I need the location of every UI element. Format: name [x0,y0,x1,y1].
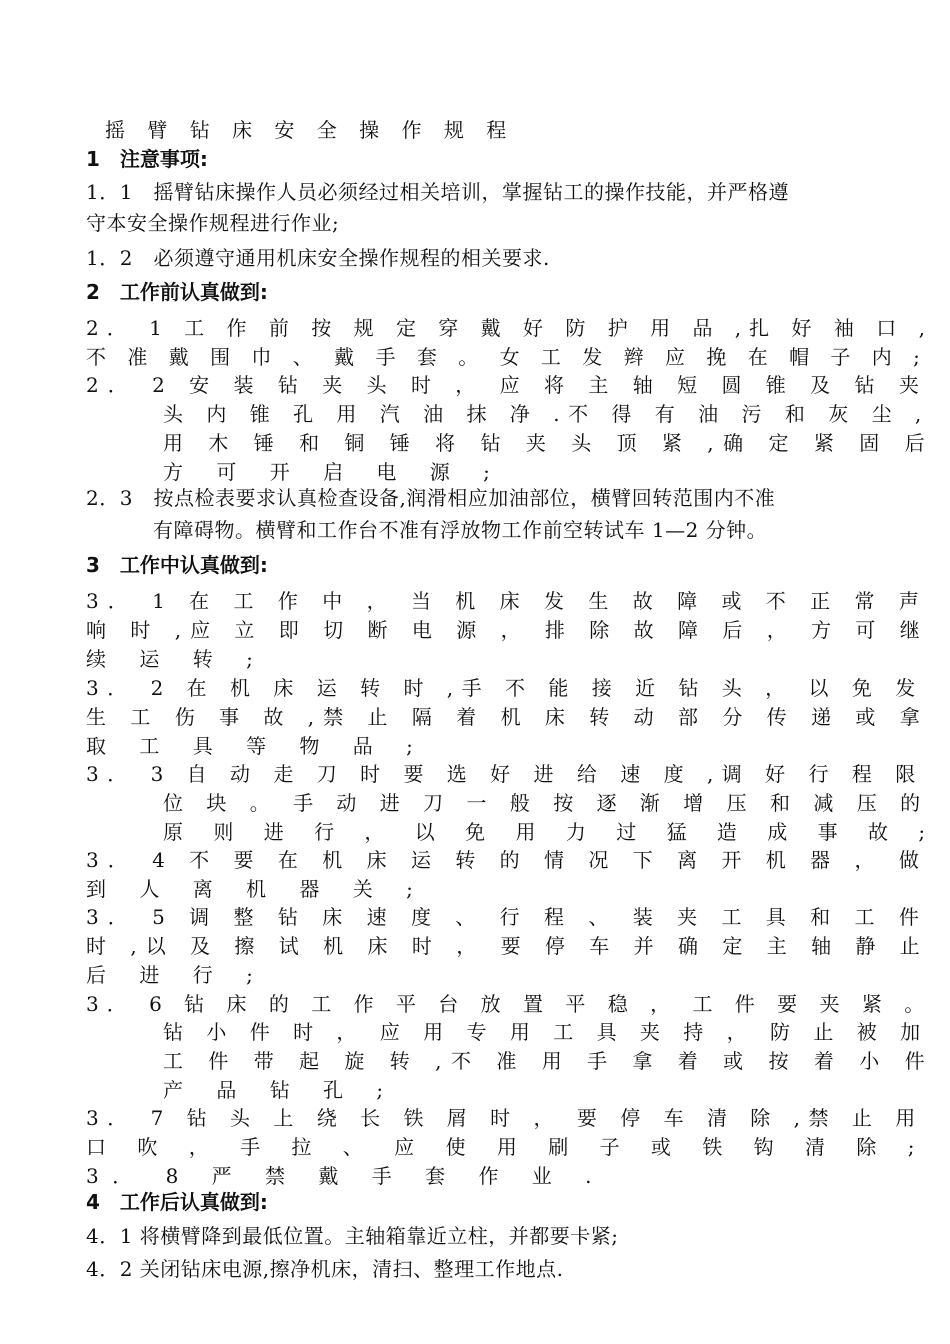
item-2-1-line-1: 2． 1 工 作 前 按 规 定 穿 戴 好 防 护 用 品 ,扎 好 袖 口 , [86,316,933,340]
document-title: 摇 臂 钻 床 安 全 操 作 规 程 [105,118,515,142]
item-3-1-line-1: 3． 1 在 工 作 中 ， 当 机 床 发 生 故 障 或 不 正 常 声 [86,589,928,613]
item-3-3-line-2: 位 块 。 手 动 进 刀 一 般 按 逐 渐 增 压 和 减 压 的 [163,791,929,815]
item-3-2-line-2: 生 工 伤 事 故 ,禁 止 隔 着 机 床 转 动 部 分 传 递 或 拿 [86,705,929,729]
section-1-heading: 1 注意事项: [86,147,208,171]
item-2-2-line-2: 头 内 锥 孔 用 汽 油 抹 净 .不 得 有 油 污 和 灰 尘 , [163,402,930,426]
item-1-1-line-1: 1．1 摇臂钻床操作人员必须经过相关培训，掌握钻工的操作技能，并严格遵 [86,180,789,204]
item-2-2-line-4: 方 可 开 启 电 源 ; [163,460,504,484]
item-3-4-line-2: 到 人 离 机 器 关 ; [86,877,427,901]
item-3-6-line-1: 3． 6 钻 床 的 工 作 平 台 放 置 平 稳 ， 工 件 要 夹 紧 。 [86,992,933,1016]
item-3-3-line-3: 原 则 进 行 ， 以 免 用 力 过 猛 造 成 事 故 ; [163,820,938,844]
item-4-1: 4．1 将横臂降到最低位置。主轴箱靠近立柱，并都要卡紧; [86,1224,619,1248]
item-3-5-line-2: 时 ,以 及 擦 试 机 床 时 ， 要 停 车 并 确 定 主 轴 静 止 [86,934,929,958]
item-3-7-line-1: 3． 7 钻 头 上 绕 长 铁 屑 时 ， 要 停 车 清 除 ,禁 止 用 [86,1106,924,1130]
section-2-heading: 2 工作前认真做到: [86,280,268,304]
item-3-2-line-1: 3． 2 在 机 床 运 转 时 ,手 不 能 接 近 钻 头 ， 以 免 发 [86,676,924,700]
item-3-7-line-2: 口 吹 ， 手 拉 、 应 使 用 刷 子 或 铁 钩 清 除 ; [86,1135,927,1159]
item-3-6-line-3: 工 件 带 起 旋 转 ,不 准 用 手 拿 着 或 按 着 小 件 [163,1049,935,1073]
item-3-8: 3． 8 严 禁 戴 手 套 作 业 . [86,1164,606,1188]
item-3-4-line-1: 3． 4 不 要 在 机 床 运 转 的 情 况 下 离 开 机 器 ， 做 [86,848,928,872]
item-1-1-line-2: 守本安全操作规程进行作业; [86,211,340,235]
item-3-3-line-1: 3． 3 自 动 走 刀 时 要 选 好 进 给 速 度 ,调 好 行 程 限 [86,762,924,786]
section-3-heading: 3 工作中认真做到: [86,553,268,577]
item-2-1-line-2: 不 准 戴 围 巾 、 戴 手 套 。 女 工 发 辫 应 挽 在 帽 子 内 ; [86,345,928,369]
item-2-3-line-2: 有障碍物。横臂和工作台不准有浮放物工作前空转试车 1—2 分钟。 [153,518,768,542]
item-3-1-line-3: 续 运 转 ; [86,647,267,671]
item-2-2-line-3: 用 木 锤 和 铜 锤 将 钻 夹 头 顶 紧 ,确 定 紧 固 后 [163,431,935,455]
section-4-heading: 4 工作后认真做到: [86,1190,268,1214]
item-4-2: 4．2 关闭钻床电源,擦净机床，清扫、整理工作地点. [86,1257,564,1281]
item-3-1-line-2: 响 时 ,应 立 即 切 断 电 源 ， 排 除 故 障 后 ， 方 可 继 [86,618,929,642]
item-3-2-line-3: 取 工 具 等 物 品 ; [86,734,427,758]
item-3-6-line-4: 产 品 钻 孔 ; [163,1078,397,1102]
item-2-2-line-1: 2． 2 安 装 钻 夹 头 时 ， 应 将 主 轴 短 圆 锥 及 钻 夹 [86,373,928,397]
item-3-5-line-1: 3． 5 调 整 钻 床 速 度 、 行 程 、 装 夹 工 具 和 工 件 [86,905,928,929]
item-3-6-line-2: 钻 小 件 时 ， 应 用 专 用 工 具 夹 持 ， 防 止 被 加 [163,1020,929,1044]
item-3-5-line-3: 后 进 行 ; [86,963,267,987]
item-2-3-line-1: 2．3 按点检表要求认真检查设备,润滑相应加油部位，横臂回转范围内不准 [86,486,776,510]
item-1-2: 1．2 必须遵守通用机床安全操作规程的相关要求. [86,246,550,270]
